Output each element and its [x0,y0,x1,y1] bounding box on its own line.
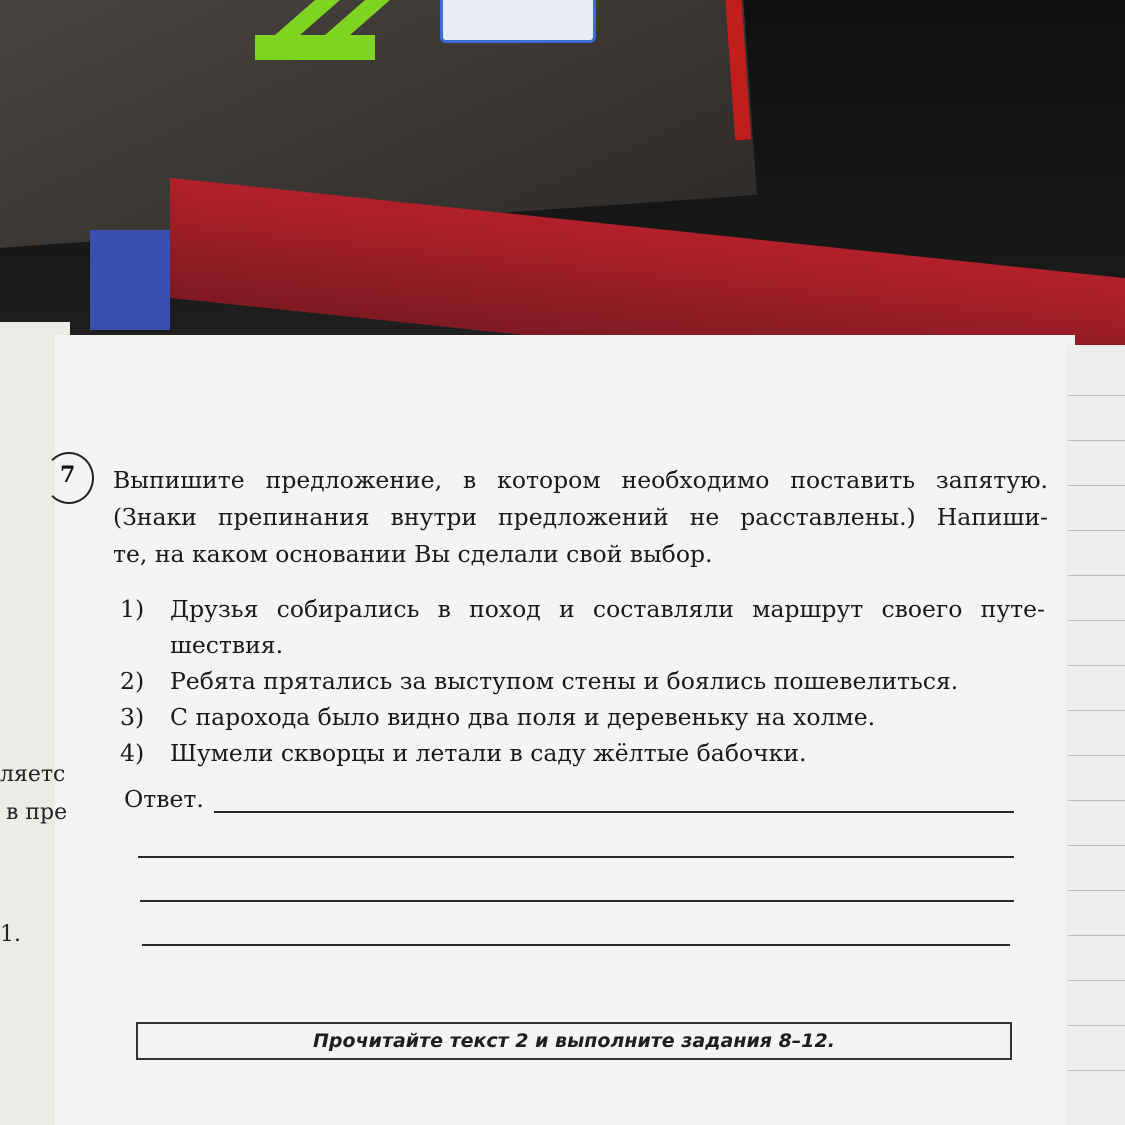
ruled-line [1068,665,1125,666]
left-page-fragment: ляетс [0,762,66,787]
ruled-line [1068,1025,1125,1026]
question-line: те, на каком основании Вы сделали свой выбор. [113,540,713,568]
answer-line[interactable] [140,900,1014,902]
green-logo-icon [255,0,395,60]
option-item [120,591,1045,663]
left-page-fragment: в пре [6,800,68,825]
question-line: Выпишите предложение, в котором необходимо поставить запятую. [113,466,1048,494]
ruled-line [1068,755,1125,756]
option-text-continued: шествия. [170,631,284,659]
ruled-line [1068,845,1125,846]
option-text: Друзья собирались в поход и составляли маршрут своего путе- [170,595,1045,623]
sticker [440,0,596,43]
answer-line[interactable] [138,856,1014,858]
answer-label: Ответ. [124,785,204,813]
option-item [120,699,1045,735]
ruled-line [1068,530,1125,531]
ruled-line [1068,440,1125,441]
ruled-line [1068,935,1125,936]
left-page-fragment: 1. [0,922,21,947]
answer-line[interactable] [142,944,1010,946]
option-number: 2) [120,667,145,695]
options-list [120,591,1045,771]
instruction-banner: Прочитайте текст 2 и выполните задания 8–12. [136,1022,1012,1060]
option-number: 4) [120,739,145,767]
option-text: Ребята прятались за выступом стены и боялись пошевелиться. [170,667,959,695]
answer-line[interactable] [214,811,1014,813]
option-text: Шумели скворцы и летали в саду жёлтые бабочки. [170,739,807,767]
option-number: 1) [120,595,145,623]
ruled-line [1068,980,1125,981]
ruled-line [1068,710,1125,711]
option-item [120,663,1045,699]
ruled-line [1068,890,1125,891]
option-text: С парохода было видно два поля и деревеньку на холме. [170,703,876,731]
ruled-line [1068,395,1125,396]
question-line: (Знаки препинания внутри предложений не расставлены.) Напиши- [113,503,1048,531]
ruled-line [1068,800,1125,801]
ruled-line [1068,620,1125,621]
ruled-line [1068,1070,1125,1071]
option-number: 3) [120,703,145,731]
option-item [120,735,1045,771]
ruled-line [1068,575,1125,576]
right-page-edge [1065,345,1125,1125]
question-text [113,462,1048,573]
ruled-line [1068,485,1125,486]
blue-book-spine [90,230,170,330]
question-number: 7 [60,462,76,488]
